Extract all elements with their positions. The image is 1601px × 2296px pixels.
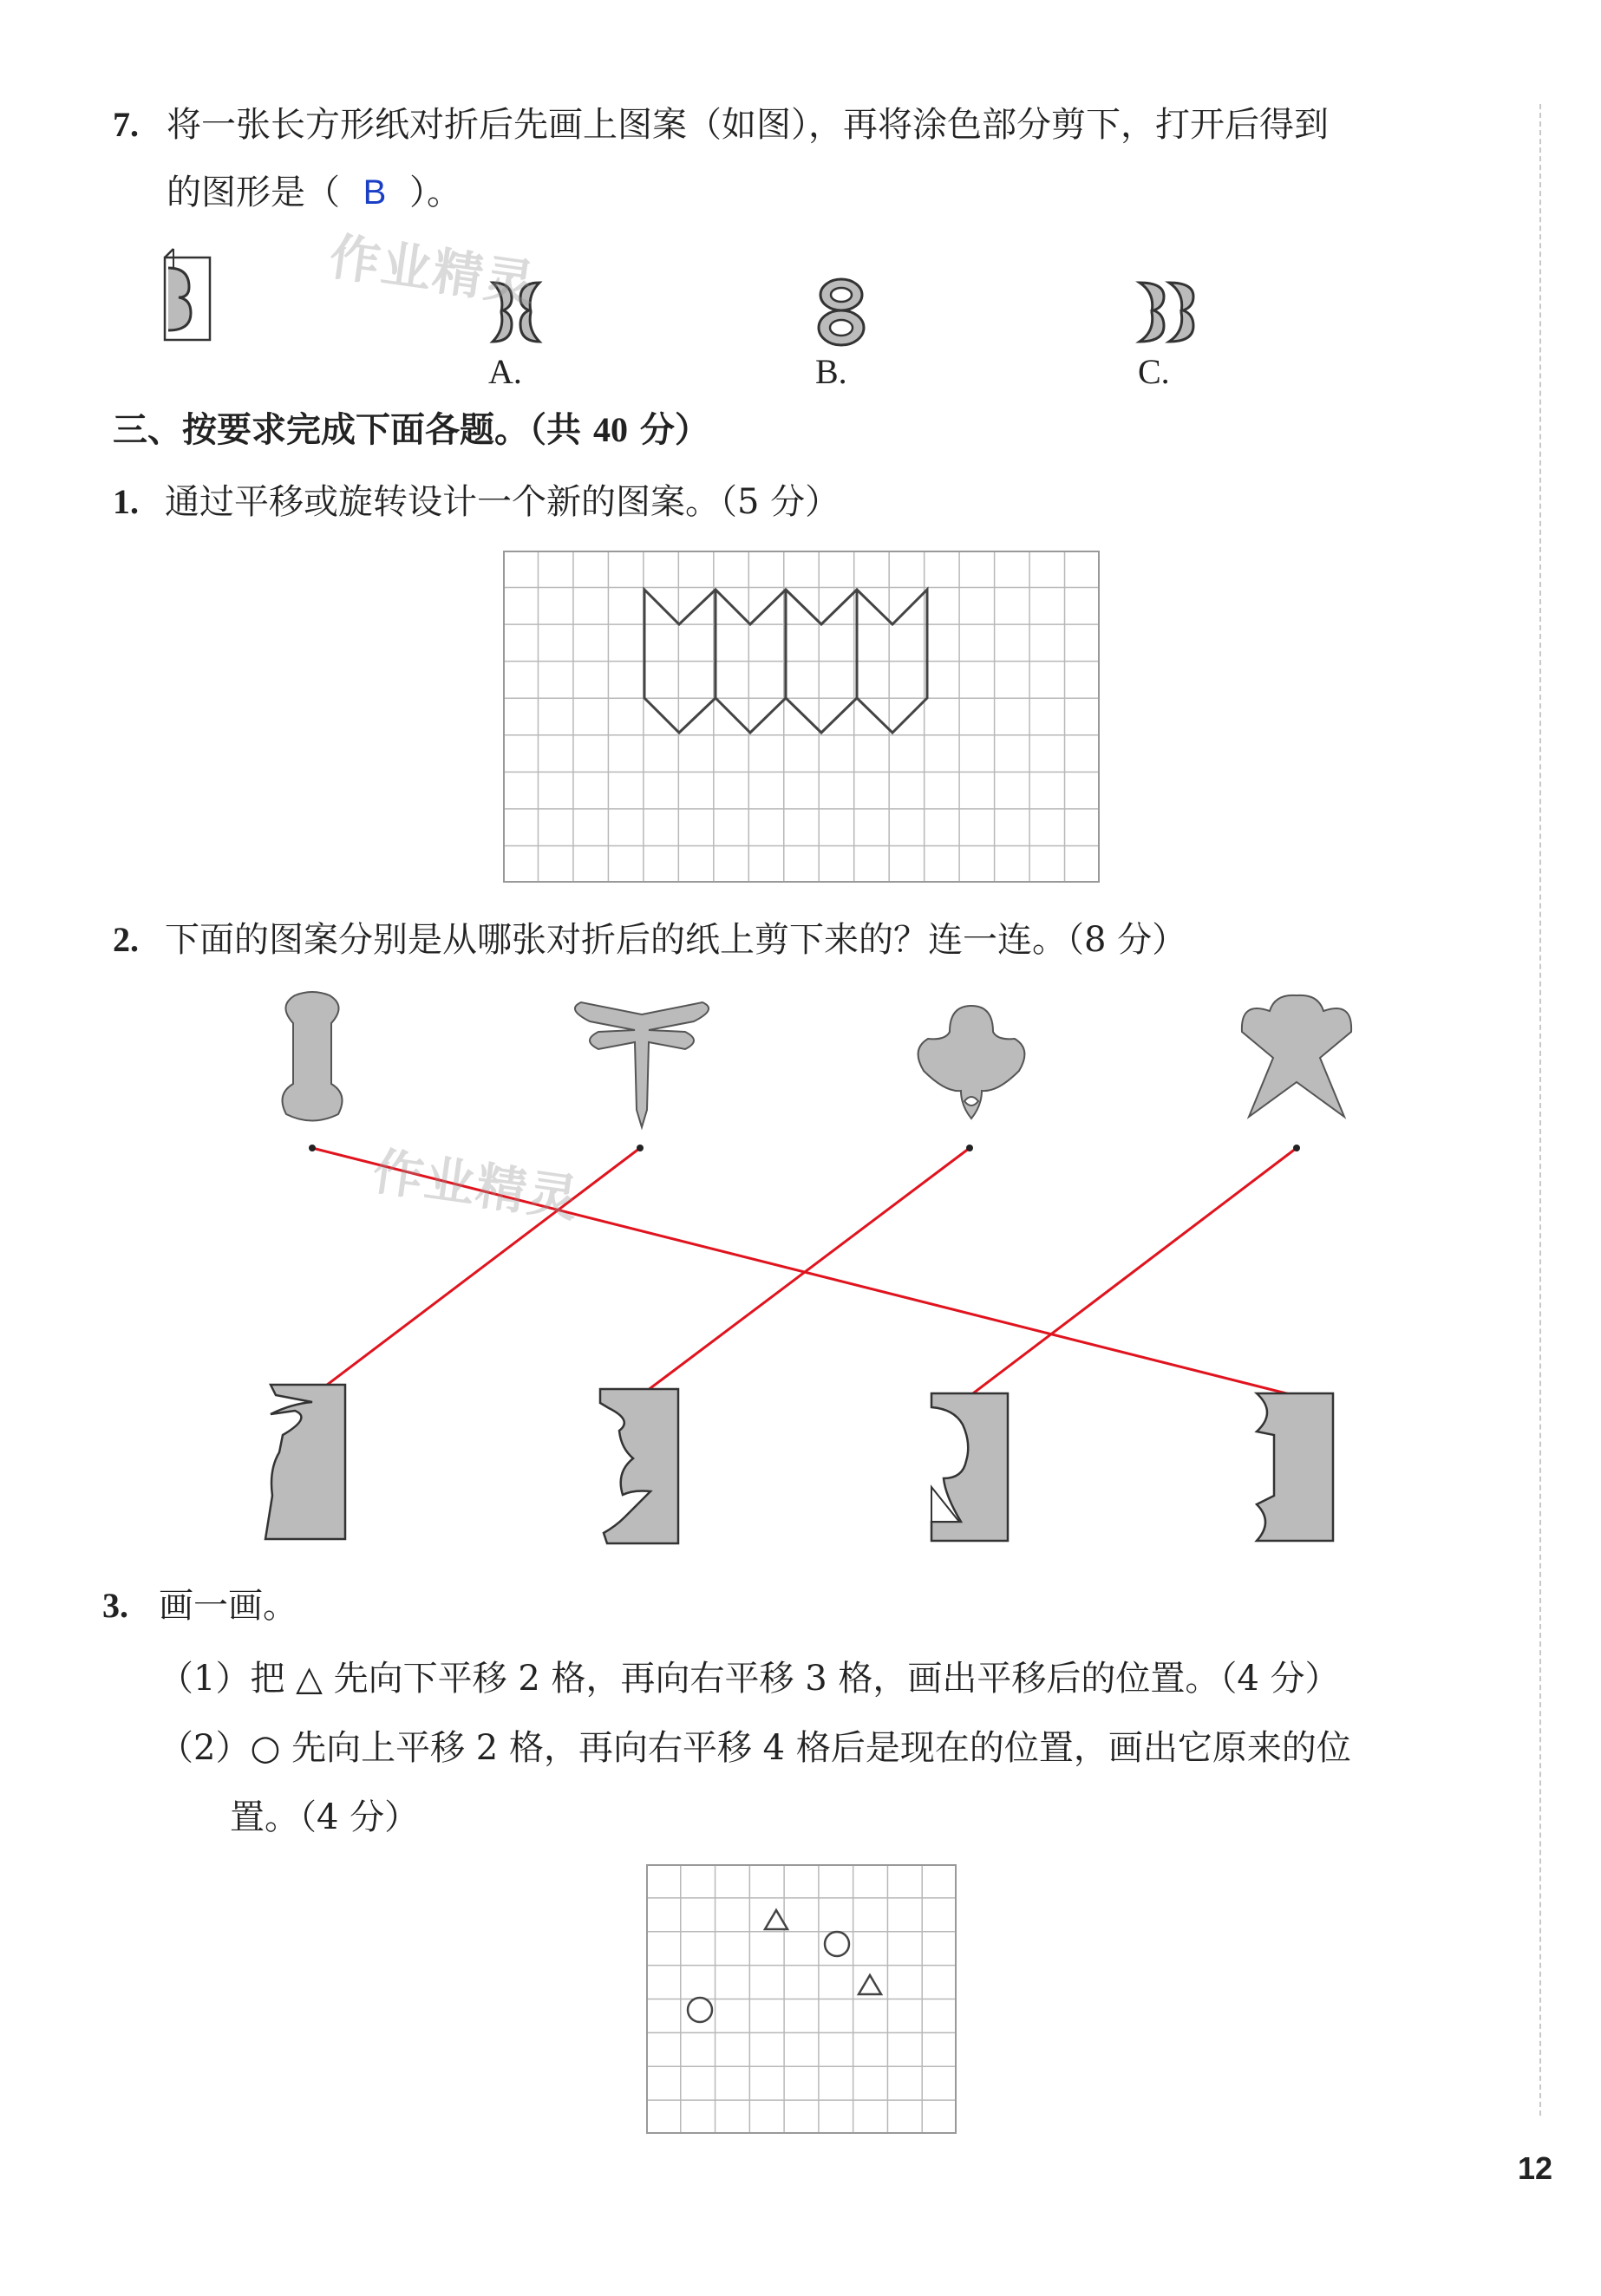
q2-folded-paper-4 (1253, 1392, 1340, 1543)
q7-number: 7. (113, 105, 139, 144)
section3-heading-suffix: 分） (627, 409, 709, 450)
q2-text: 下面的图案分别是从哪张对折后的纸上剪下来的？连一连。（8 分） (165, 920, 1187, 960)
q3-sub1: （1）把 △ 先向下平移 2 格，再向右平移 3 格，画出平移后的位置。（4 分） (159, 1659, 1340, 1699)
section3-heading-prefix: 三、按要求完成下面各题。（共 (113, 409, 593, 450)
watermark-2: 作业精灵 (369, 1141, 584, 1230)
q7-text-after: ）。 (409, 173, 461, 212)
q7-option-c-label: C. (1138, 352, 1170, 391)
margin-dashed-line (1539, 104, 1541, 2116)
q7-option-b-label: B. (815, 352, 847, 391)
q2-number: 2. (113, 920, 139, 959)
q3-grid (646, 1864, 958, 2137)
circle-2 (688, 1998, 712, 2022)
q2-folded-paper-2 (598, 1387, 685, 1548)
section3-heading-score: 40 (592, 410, 628, 449)
q3-sub2-line2: 置。（4 分） (230, 1797, 420, 1837)
q3-sub2-line1: （2）○ 先向上平移 2 格，再向右平移 4 格后是现在的位置，画出它原来的位 (159, 1728, 1351, 1768)
triangle-2 (859, 1975, 881, 1994)
match-line (970, 1148, 1297, 1396)
q7-text-before: 的图形是（ (167, 173, 340, 212)
q1-text: 通过平移或旋转设计一个新的图案。（5 分） (165, 482, 840, 522)
match-dot (637, 1145, 644, 1151)
page-number: 12 (1518, 2150, 1553, 2186)
q1-number: 1. (113, 482, 139, 521)
q3-title: 画一画。 (159, 1586, 297, 1626)
q3-number: 3. (102, 1586, 128, 1625)
match-dot (1293, 1145, 1300, 1151)
q2-folded-paper-1 (260, 1383, 356, 1543)
q2-folded-paper-3 (928, 1392, 1015, 1543)
match-line (640, 1148, 970, 1396)
circle-1 (825, 1932, 849, 1956)
q7-text-line1: 将一张长方形纸对折后先画上图案（如图），再将涂色部分剪下，打开后得到 (167, 105, 1329, 145)
match-dot (966, 1145, 973, 1151)
watermark-1: 作业精灵 (325, 226, 540, 315)
q7-option-a-label: A. (488, 352, 522, 391)
q7-answer: B (363, 173, 387, 212)
match-dot (309, 1145, 316, 1151)
